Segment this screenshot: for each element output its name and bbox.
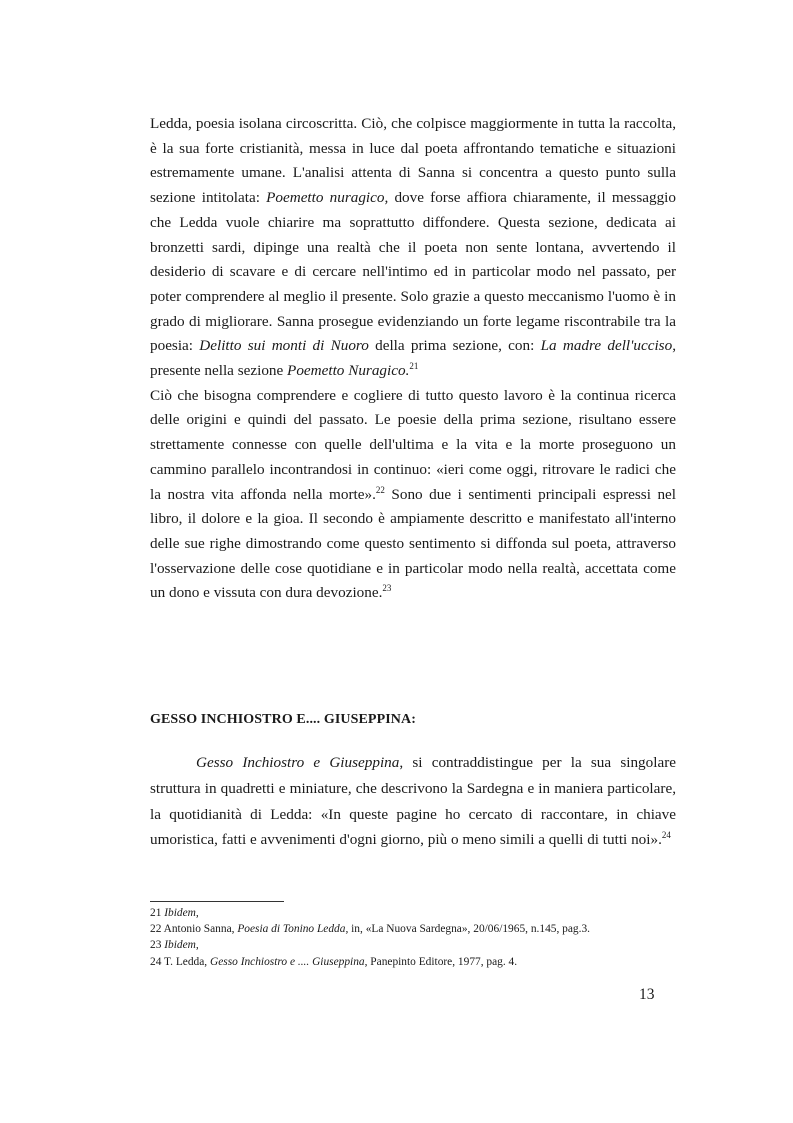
footnote-23: 23 Ibidem, bbox=[150, 939, 199, 952]
italic-title: La madre dell'ucciso bbox=[540, 337, 673, 355]
footnote-ref-21: 21 bbox=[409, 361, 419, 372]
section-heading: GESSO INCHIOSTRO E.... GIUSEPPINA: bbox=[150, 712, 416, 727]
footnote-ref-22: 22 bbox=[375, 484, 385, 495]
footnote-ref-23: 23 bbox=[382, 583, 392, 594]
italic-title: Delitto sui monti di Nuoro bbox=[199, 337, 369, 355]
body-text bbox=[150, 112, 676, 606]
italic-title: Poemetto Nuragico. bbox=[287, 362, 410, 380]
footnotes bbox=[150, 905, 710, 970]
paragraph-1: Ledda, poesia isolana circoscritta. Ciò, che colpisce maggiormente in tutta la raccolta, è la sua forte cristianità, messa in luce dal poeta affrontando tematiche e situazioni estremamente umane. L'analisi attenta di Sanna si concentra a questo punto sulla sezione intitolata: Poemetto nuragico, dove forse affiora chiaramente, il messaggio che Ledda vuole chiarire ma soprattutto diffondere. Questa sezione, dedicata ai bronzetti sardi, dipinge una realtà che il poeta non sente lontana, avvertendo il desiderio di scavare e di cercare nell'intimo ed in particolar modo nel passato, per poter comprendere al meglio il presente. Solo grazie a questo meccanismo l'uomo è in grado di migliorare. Sanna prosegue evidenziando un forte legame riscontrabile tra la poesia: Delitto sui monti di Nuoro della prima sezione, con: La madre dell'ucciso, presente nella sezione Poemetto Nuragico.$^{21}$ bbox=[150, 115, 676, 380]
paragraph-3: Gesso Inchiostro e Giuseppina, si contraddistingue per la sua singolare struttura in quadretti e miniature, che descrivono la Sardegna e in maniera particolare, la quotidianità di Ledda: «In queste pagine ho cercato di raccontare, in chiave umoristica, fatti e avvenimenti d'ogni giorno, più o meno simili a quelli di tutti noi».$^{24}$ bbox=[150, 754, 677, 849]
italic-title: Gesso Inchiostro e Giuseppina bbox=[196, 754, 400, 771]
footnote-divider bbox=[150, 901, 284, 902]
page-number: 13 bbox=[639, 986, 655, 1003]
paragraph-2: Ciò che bisogna comprendere e cogliere di tutto questo lavoro è la continua ricerca delle origini e quindi del passato. Le poesie della prima sezione, risultano essere strettamente connesse con quelle dell'ultima e la vita e la morte proseguono un cammino parallelo incontrandosi in continuo: «ieri come oggi, ritrovare le radici che la nostra vita affonda nella morte».$^{22}$ Sono due i sentimenti principali espressi nel libro, il dolore e la gioa. Il secondo è ampiamente descritto e manifestato all'interno delle sue righe dimostrando come questo sentimento si diffonda sul poeta, attraverso l'osservazione delle cose quotidiane e in particolar modo nella realtà, accettata come un dono e vissuta con dura devozione.$^{23}$ bbox=[150, 386, 677, 602]
italic-title: Poemetto nuragico, bbox=[266, 189, 389, 207]
footnote-22: 22 Antonio Sanna, Poesia di Tonino Ledda, in, «La Nuova Sardegna», 20/06/1965, n.145, pag.3. bbox=[150, 923, 590, 936]
section-2-text bbox=[150, 750, 676, 853]
footnote-21: 21 Ibidem, bbox=[150, 907, 199, 919]
footnote-24: 24 T. Ledda, Gesso Inchiostro e .... Giuseppina, Panepinto Editore, 1977, pag. 4. bbox=[150, 955, 518, 968]
footnote-ref-24: 24 bbox=[661, 830, 671, 841]
